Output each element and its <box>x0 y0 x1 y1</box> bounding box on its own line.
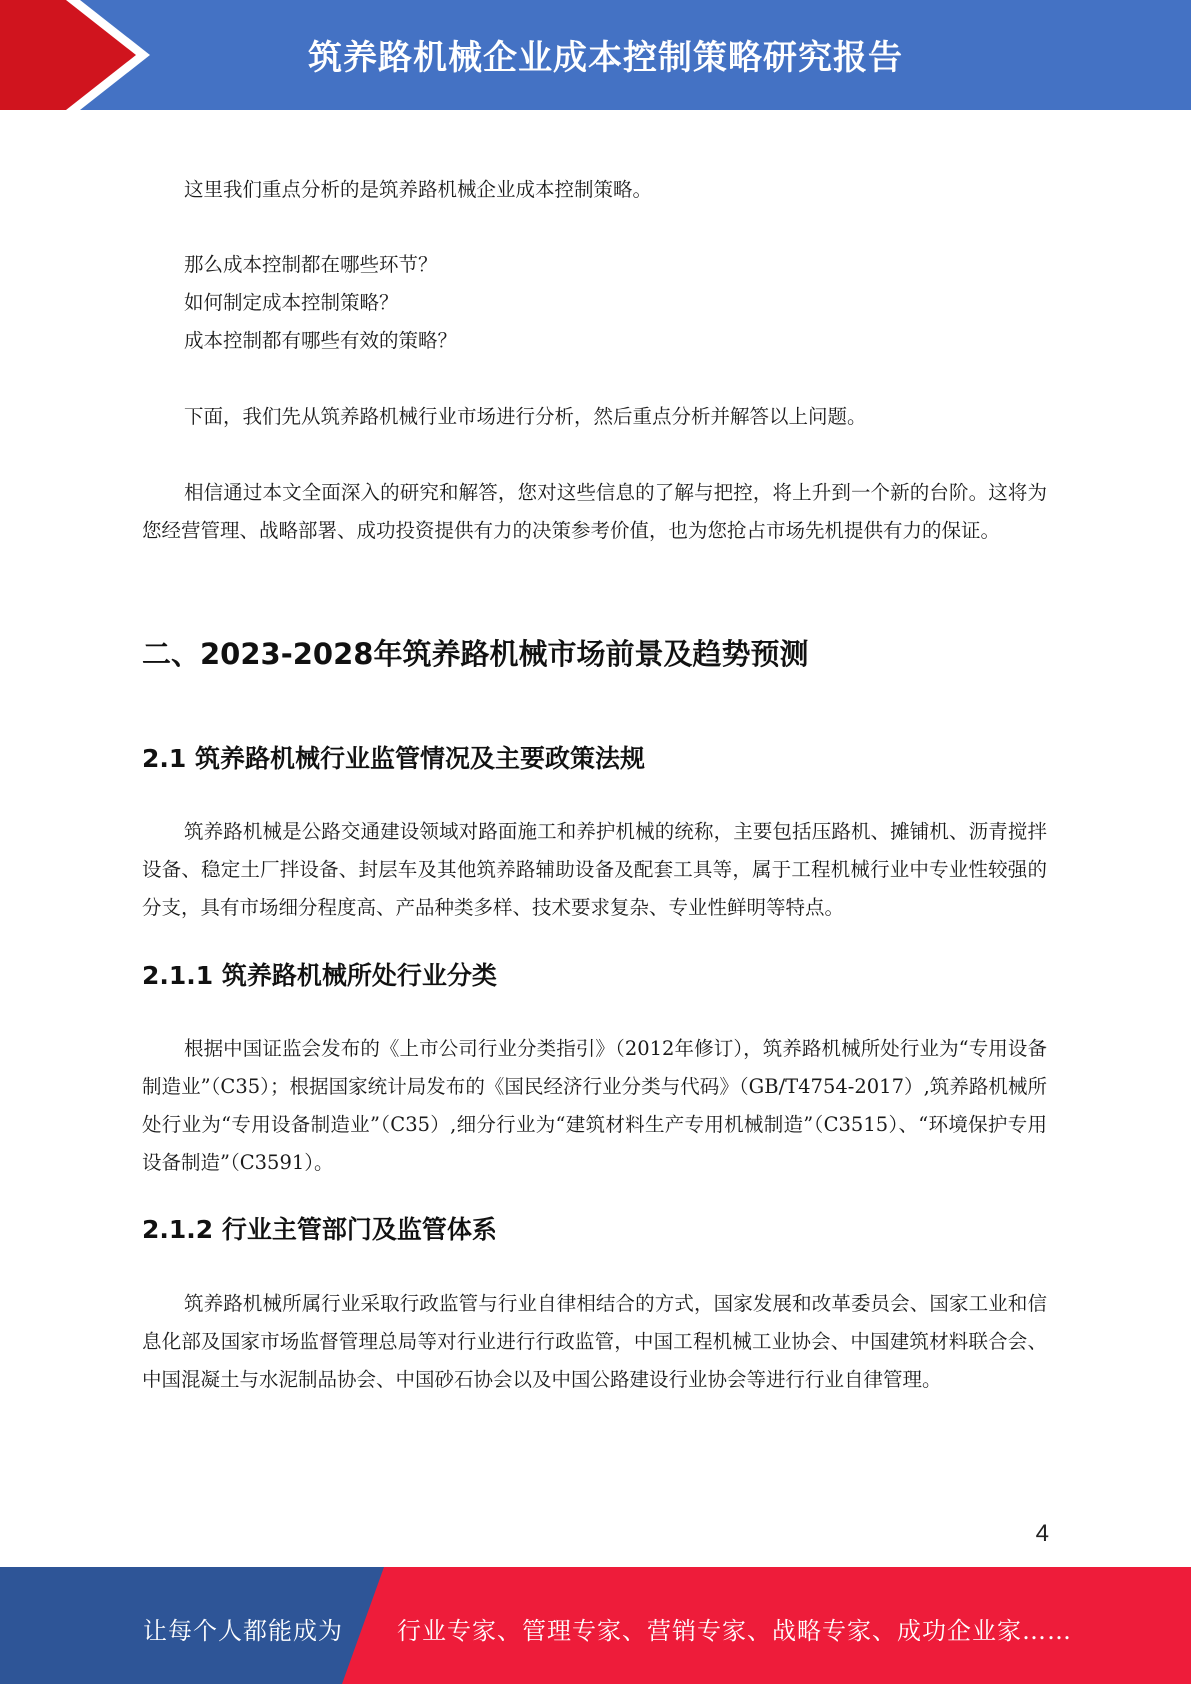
report-title: 筑养路机械企业成本控制策略研究报告 <box>308 38 903 78</box>
footer-slogan-left: 让每个人都能成为 <box>143 1617 343 1645</box>
footer-banner <box>0 1567 1191 1684</box>
page-number: 4 <box>1035 1520 1049 1547</box>
belief-paragraph: 相信通过本文全面深入的研究和解答，您对这些信息的了解与把控，将上升到一个新的台阶。这将为您经营管理、战略部署、成功投资提供有力的决策参考价值，也为您抢占市场先机提供有力的保证。 <box>142 481 1047 542</box>
footer-slogan-right: 行业专家、管理专家、营销专家、战略专家、成功企业家…… <box>397 1617 1072 1645</box>
section-2-1-2-paragraph: 筑养路机械所属行业采取行政监管与行业自律相结合的方式，国家发展和改革委员会、国家工业和信息化部及国家市场监督管理总局等对行业进行行政监管，中国工程机械工业协会、中国建筑材料联合会、中国混凝土与水泥制品协会、中国砂石协会以及中国公路建设行业协会等进行行业自律管理。 <box>142 1292 1047 1391</box>
question-3: 成本控制都有哪些有效的策略？ <box>184 329 458 352</box>
section-2-1-paragraph: 筑养路机械是公路交通建设领域对路面施工和养护机械的统称，主要包括压路机、摊铺机、沥青搅拌设备、稳定土厂拌设备、封层车及其他筑养路辅助设备及配套工具等，属于工程机械行业中专业性较强的分支，具有市场细分程度高、产品种类多样、技术要求复杂、专业性鲜明等特点。 <box>142 820 1047 919</box>
section-2-1-1-heading: 2.1.1 筑养路机械所处行业分类 <box>142 961 497 990</box>
next-paragraph: 下面，我们先从筑养路机械行业市场进行分析，然后重点分析并解答以上问题。 <box>184 405 867 428</box>
question-2: 如何制定成本控制策略？ <box>184 291 399 314</box>
section-2-1-2-heading: 2.1.2 行业主管部门及监管体系 <box>142 1215 497 1244</box>
section-2-1-1-paragraph: 根据中国证监会发布的《上市公司行业分类指引》（2012年修订），筑养路机械所处行业为“专用设备制造业”（C35）；根据国家统计局发布的《国民经济行业分类与代码》（GB/T4754-2017）,筑养路机械所处行业为“专用设备制造业”（C35）,细分行业为“建筑材料生产专用机械制造”（C3515）、“环境保护专用设备制造”（C3591）。 <box>142 1037 1047 1174</box>
header-banner <box>0 0 1191 110</box>
question-1: 那么成本控制都在哪些环节？ <box>184 253 438 276</box>
section-2-heading: 二、2023-2028年筑养路机械市场前景及趋势预测 <box>142 637 809 671</box>
section-2-1-heading: 2.1 筑养路机械行业监管情况及主要政策法规 <box>142 744 645 773</box>
intro-paragraph: 这里我们重点分析的是筑养路机械企业成本控制策略。 <box>184 178 653 201</box>
